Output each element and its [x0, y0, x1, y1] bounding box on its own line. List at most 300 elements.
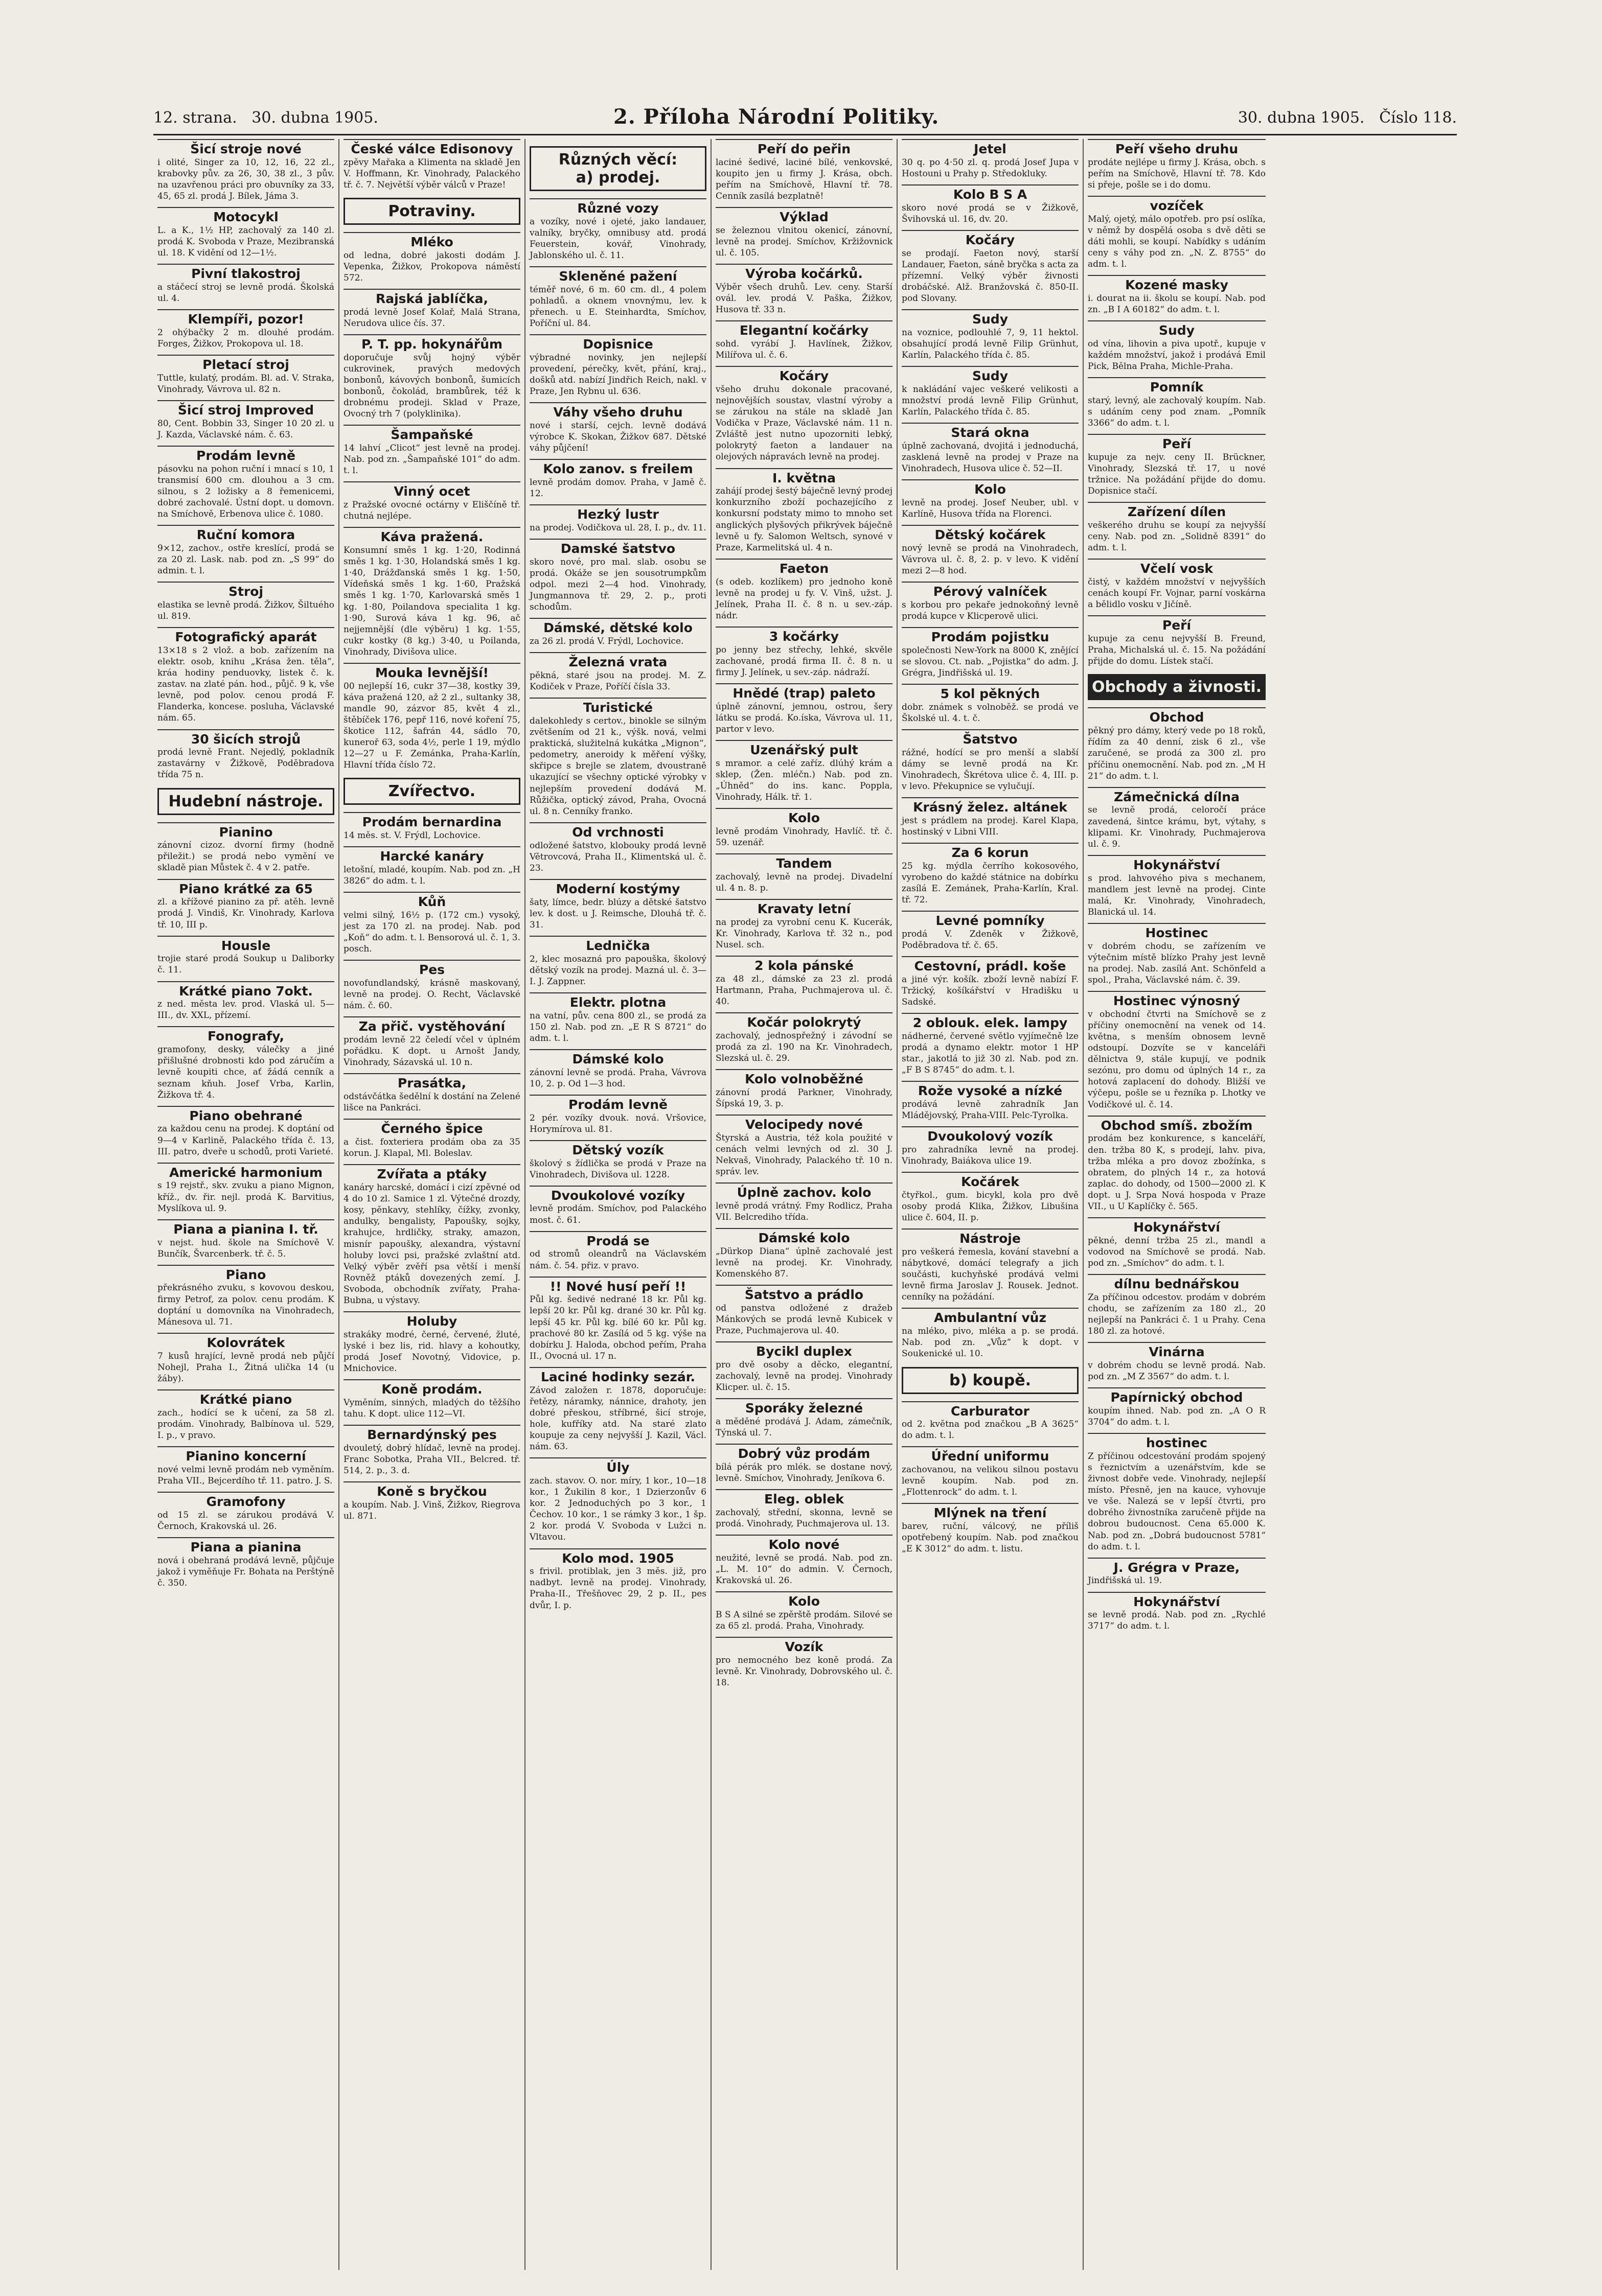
ad-body: společnosti New-York na 8000 K, znějící se slovou. Ct. nab. „Pojistka“ do adm. J. Grégra, Jindřišská ul. 19. [902, 645, 1079, 679]
ad-body: 2, klec mosazná pro papouška, školový dětský vozík na prodej. Mazná ul. č. 3—I. J. Zappner. [530, 954, 706, 987]
ad-body: čtyřkol., gum. bicykl, kola pro dvě osoby prodá Klika, Žižkov, Libušina ulice č. 604, II. p. [902, 1190, 1079, 1223]
classified-ad [1088, 434, 1266, 497]
ad-title: Zařízení dílen [1088, 502, 1266, 520]
ad-body: prodá levně Frant. Nejedlý, pokladník zastavárny v Žižkově, Poděbradova třída 75 n. [157, 747, 334, 780]
classified-ad [344, 289, 520, 329]
ad-body: Z příčinou odcestování prodám spojený s řeznictvím a uzenářstvím, kde se živnost dobře vede. Vinohrady, nejlepší místo. Přesně, jen na kauce, vyhovuje ve vše. Nalezá se v lepší čtvrti, pro dobrého živnostníka zaručeně přijde na dobrou budoucnost. Cena 65.000 K. Nab. pod zn. „Dobrá budoucnost 5781“ do adm. t. l. [1088, 1451, 1266, 1552]
ad-title: Fotografický aparát [157, 627, 334, 645]
ad-body: velmi silný, 16½ p. (172 cm.) vysoký, jest za 170 zl. na prodej. Nab. pod „Koň“ do adm. t. l. Bensorová ul. č. 1, 3. posch. [344, 910, 521, 955]
classified-ad [530, 504, 706, 534]
ad-title: Od vrchnosti [530, 822, 706, 840]
section-heading-obchody: Obchody a živnosti. [1088, 674, 1266, 700]
ad-body: pro veškerá řemesla, kování stavební a nábytkové, domácí telegrafy a jich součásti, kuchyňské prodává velmi levně firma Jaroslav J. Rousek. Jednot. cenníky na požádání. [902, 1247, 1079, 1303]
ad-body: k nakládání vajec veškeré velikosti a množství prodá levně Filip Grünhut, Karlín, Palackého třída č. 85. [902, 384, 1079, 418]
ad-title: Dětský kočárek [902, 525, 1079, 543]
ad-body: a jiné výr. košík. zboží levně nabízí F. Tržický, košíkářství v Hradišku u Sadské. [902, 974, 1079, 1008]
ad-title: !! Nové husí peří !! [530, 1277, 706, 1294]
ad-title: Hostinec [1088, 923, 1266, 941]
ad-title: Vinárna [1088, 1342, 1266, 1360]
classified-ad [716, 139, 892, 202]
ad-title: Kůň [344, 892, 520, 910]
ad-body: L. a K., 1½ HP, zachovalý za 140 zl. prodá K. Svoboda v Praze, Mezibranská ul. 18. K vidění od 12—1½. [157, 225, 334, 259]
ad-title: Dobrý vůz prodám [716, 1444, 892, 1462]
classified-ad [1088, 139, 1266, 191]
ad-body: pro dvě osoby a děcko, elegantní, zachovalý, levně na prodej. Vinohrady Klicper. ul. č. 15. [716, 1359, 892, 1393]
classified-ad [530, 992, 706, 1044]
classified-ad [157, 525, 334, 576]
ad-body: od vína, lihovin a piva upotř., kupuje v každém množství, jakož i prodává Emil Pick, Bělna Praha, Michle-Praha. [1088, 338, 1266, 372]
classified-ad [344, 527, 520, 658]
ad-title: Turistické [530, 698, 706, 715]
ad-body: v dobrém chodu, se zařízením ve výtečnim místě blízko Prahy jest levně na prodej. Nab. zasílá Ant. Schönfeld a spol., Praha, Václavské nám. č. 39. [1088, 941, 1266, 985]
ad-title: Bycikl duplex [716, 1341, 892, 1359]
column-5 [898, 139, 1084, 2270]
ad-title: Kolo [716, 1591, 892, 1609]
page-header [153, 105, 1457, 135]
ad-body: školový s žídlička se prodá v Praze na Vinohradech, Divišova ul. 1228. [530, 1158, 706, 1180]
ad-body: úplně zachovaná, dvojitá i jednoduchá, zasklená levně na prodej v Praze na Vinohradech, Husova ulice č. 52—II. [902, 440, 1079, 474]
classified-ad [716, 1115, 892, 1177]
ad-body: dobr. známek s volnoběž. se prodá ve Školské ul. 4. t. č. [902, 702, 1079, 724]
classified-ad [902, 1503, 1079, 1555]
ad-title: Prodám pojistku [902, 627, 1079, 645]
ad-title: Peří [1088, 615, 1266, 633]
ad-title: Rože vysoké a nízké [902, 1081, 1079, 1099]
ad-body: šaty, límce, bedr. blúzy a dětské šatstvo lev. k dost. u J. Reimsche, Dlouhá tř. č. 31. [530, 897, 706, 930]
ad-body: i. dourat na ii. školu se koupí. Nab. pod zn. „B I A 60182“ do adm. t. l. [1088, 293, 1266, 315]
ad-title: Laciné hodinky sezár. [530, 1367, 706, 1385]
classified-ad [157, 822, 334, 874]
classified-ad [1088, 377, 1266, 429]
classified-ad [530, 198, 706, 261]
classified-ad [157, 1333, 334, 1384]
ad-title: Peří do peřin [716, 139, 892, 157]
ad-title: Krásný želez. altánek [902, 797, 1079, 815]
ad-body: odstávčátka šedělní k dostání na Zelené lišce na Pankráci. [344, 1092, 520, 1114]
classified-ad [344, 1311, 520, 1374]
classified-ad [344, 139, 520, 191]
classified-ad [902, 1308, 1079, 1359]
classified-ad [1088, 1387, 1266, 1428]
ad-body: veškerého druhu se koupí za nejvyšší ceny. Nab. pod zn. „Solidně 8391“ do adm. t. l. [1088, 520, 1266, 553]
ad-title: P. T. pp. hokynářům [344, 334, 520, 352]
classified-ad [902, 1126, 1079, 1167]
classified-ad [344, 1425, 520, 1476]
ad-body: i olité, Singer za 10, 12, 16, 22 zl., krabovky pův. za 26, 30, 38 zl., 3 pův. na uzavřenou práci pro obuvníky za 33, 45, 65 zl. prodá J. Bílek, Jáma 3. [157, 157, 334, 202]
classified-ad [530, 1277, 706, 1362]
classified-ad [902, 911, 1079, 951]
ad-body: z ned. města lev. prod. Vlaská ul. 5—III., dv. XXL, přízemí. [157, 999, 334, 1021]
ad-body: Půl kg. šedivé nedrané 18 kr. Půl kg. lepší 20 kr. Půl kg. drané 30 kr. Půl kg. lepší 45 kr. Půl kg. bílé 60 kr. Půl kg. prachové 80 kr. Zasílá od 5 kg. výše na dobírku J. Haloda, obchod peřím, Praha II., Ovocná ul. 17 n. [530, 1294, 706, 1361]
ad-body: neužité, levně se prodá. Nab. pod zn. „L. M. 10“ do admin. V. Černoch, Krakovská ul. 26. [716, 1552, 892, 1586]
classified-ad [157, 1446, 334, 1487]
classified-ad [716, 1535, 892, 1586]
classified-ad [157, 729, 334, 781]
ad-title: Pérový valníček [902, 582, 1079, 599]
classified-ad [344, 1016, 520, 1068]
ad-title: Kočáry [902, 230, 1079, 248]
ad-title: Velocipedy nové [716, 1115, 892, 1132]
ad-title: Tandem [716, 853, 892, 871]
ad-body: po jenny bez střechy, lehké, skvěle zachované, prodá firma II. č. 8 n. u firmy J. Jelínek, u sev.-záp. nádraží. [716, 644, 892, 678]
ad-body: prodá levně Josef Kolař, Malá Strana, Nerudova ulice čís. 37. [344, 307, 520, 329]
ad-title: Lednička [530, 936, 706, 954]
classified-ad [344, 846, 520, 887]
ad-title: Nástroje [902, 1228, 1079, 1246]
ad-title: Kolovrátek [157, 1333, 334, 1351]
classified-ad [530, 402, 706, 454]
ad-body: nový levně se prodá na Vinohradech, Vávrova ul. č. 8, 2. p. v levo. K vidění mezi 2—8 hod. [902, 543, 1079, 576]
classified-ad [716, 207, 892, 259]
ad-title: Stroj [157, 582, 334, 599]
ad-body: zachovalý, jednospřežný i závodní se prodá za zl. 190 na Kr. Vinohradech, Slezská ul. č. 29. [716, 1030, 892, 1064]
ad-body: výbradné novinky, jen nejlepší provedení, pérečky, květ, přání, kraj., došků atd. nabízí Jindřich Reich, nakl. v Praze, Jen Rybnu ul. 636. [530, 353, 706, 397]
ad-body: prodává levně zahradník Jan Mládějovský, Praha-VIII. Pelc-Tyrolka. [902, 1099, 1079, 1121]
ad-title: Pianino koncerní [157, 1446, 334, 1464]
ad-body: pro zahradníka levně na prodej. Vinohrady, Baiákova ulice 19. [902, 1145, 1079, 1167]
ad-title: Stará okna [902, 423, 1079, 440]
classified-ad [157, 1537, 334, 1589]
ad-body: 00 nejlepší 16, cukr 37—38, kostky 39, káva pražená 120, až 2 zl., sultanky 38, mandle 90, zázvor 85, květ 4 zl., štěbíček 176, pepř 116, nové koření 75, škotice 112, šafrán 44, sádlo 70, kuneroř 63, soda 4½, perle 1 19, mýdlo 12—27 u F. Zemánka, Praha-Karlín, Hlavní třída číslo 72. [344, 681, 520, 771]
ad-title: Zvířata a ptáky [344, 1164, 520, 1182]
classified-ad [902, 582, 1079, 622]
ad-body: úplně zánovní, jemnou, ostrou, šery látku se prodá. Ko.íska, Vávrova ul. 11, partor v levo. [716, 701, 892, 734]
classified-ad [157, 1106, 334, 1157]
classified-ad [530, 1457, 706, 1543]
ad-title: Koně s bryčkou [344, 1481, 520, 1499]
classified-ad [902, 184, 1079, 225]
ad-title: Piana a pianina I. tř. [157, 1219, 334, 1237]
section-heading-koupe: b) koupě. [902, 1367, 1079, 1394]
classified-ad [157, 1389, 334, 1441]
ad-title: Skleněné pažení [530, 266, 706, 284]
ad-body: a koupím. Nab. J. Vinš, Žižkov, Riegrova ul. 871. [344, 1499, 520, 1522]
classified-ad [902, 1401, 1079, 1442]
classified-ad [716, 683, 892, 735]
ad-title: 2 kola pánské [716, 956, 892, 973]
ad-title: Piano [157, 1265, 334, 1283]
ad-title: Kolo volnoběžné [716, 1069, 892, 1087]
ad-body: překrásného zvuku, s kovovou deskou, firmy Petrof, za polov. cenu prodám. K doptání u domovníka na Vinohradech, Mánesova ul. 71. [157, 1283, 334, 1327]
classified-ad [1088, 1558, 1266, 1587]
classified-ad [902, 1446, 1079, 1498]
ad-body: za každou cenu na prodej. K doptání od 9—4 v Karlině, Palackého třída č. 13, III. patro, dveře u schodů, proti Varieté. [157, 1124, 334, 1157]
classified-ad [716, 853, 892, 894]
section-heading-ruzne [530, 146, 706, 191]
ad-title: 3 kočárky [716, 627, 892, 644]
classified-ad [716, 1182, 892, 1223]
ad-title: Šicí stroj Improved [157, 400, 334, 418]
ad-title: Úplně zachov. kolo [716, 1182, 892, 1200]
ad-body: se prodají. Faeton nový, starší Landauer, Faeton, sáně bryčka s acta za přízemní. Velký výběr živnosti drobáčské. Alž. Branžovská č. 850-II. pod Slovany. [902, 248, 1079, 304]
issue-number: Číslo 118. [1379, 109, 1457, 127]
ad-title: Kolo zanov. s freilem [530, 459, 706, 477]
ad-body: pásovku na pohon ruční i mnací s 10, 1 transmisí 600 cm. dlouhou a 3 cm. silnou, s 2 ložisky a 8 řemenicemi, dobré zachovalé. Ústní dopt. u domovn. na Smíchově, Erbenova ulice č. 1080. [157, 463, 334, 520]
ad-title: Krátké piano 7okt. [157, 981, 334, 999]
classified-ad [344, 1164, 520, 1306]
ad-body: zachovalý, střední, skonna, levně se prodá. Vinohrady, Puchmajerova ul. 13. [716, 1507, 892, 1529]
classified-ad [902, 230, 1079, 304]
ad-body: Jindřišská ul. 19. [1088, 1575, 1162, 1586]
column-3 [525, 139, 712, 2270]
ad-title: J. Grégra v Praze, [1088, 1558, 1266, 1575]
classified-ad [902, 956, 1079, 1008]
ad-title: Prodá se [530, 1231, 706, 1249]
ad-title: Hezký lustr [530, 504, 706, 522]
ad-body: levně prodám domov. Praha, v Jamě č. 12. [530, 477, 706, 499]
ad-body: na vatní, pův. cena 800 zl., se prodá za 150 zl. Nab. pod zn. „E R S 8721“ do adm. t. l. [530, 1010, 706, 1043]
ad-title: Motocykl [157, 207, 334, 225]
ad-title: Dětský vozík [530, 1140, 706, 1158]
ad-title: Prodám levně [157, 446, 334, 463]
classified-ad [344, 232, 520, 284]
ad-title: Klempíři, pozor! [157, 309, 334, 327]
ad-body: od stromů oleandrů na Václavském nám. č. 54. přiz. v pravo. [530, 1249, 706, 1271]
ad-title: Prodám bernardina [344, 812, 520, 830]
classified-ad [1088, 1217, 1266, 1269]
ad-body: kanáry harcské, domácí i cizí zpěvné od 4 do 10 zl. Samice 1 zl. Výtečné drozdy, kosy, pěnkavy, stehlíky, čížky, zvonky, andulky, bengalisty, Papoušky, sojky, krahujce, hrdličky, straky, amazon, misnír papoušky, alexandra, výstavní holuby lovci psi, pražské zvlaštní atd. Velký výběr zvěří psa větší i menší Rovněž ptáků dovezených zemí. J. Svoboda, obchodník zvířaty, Praha-Bubna, u výstavy. [344, 1182, 520, 1306]
ad-title: Šatstvo a prádlo [716, 1285, 892, 1303]
classified-ad [716, 320, 892, 361]
ad-body: na prodej za vyrobní cenu K. Kucerák, Kr. Vinohrady, Karlova tř. 32 n., pod Nusel. sch. [716, 917, 892, 950]
classified-ad [716, 559, 892, 621]
classified-ad [902, 797, 1079, 838]
classified-ad [530, 822, 706, 874]
classified-ad [157, 1265, 334, 1328]
classified-ad [716, 264, 892, 315]
ad-body: kupuje za nejv. ceny II. Brückner, Vinohrady, Slezská tř. 17, u nové tržnice. Na požádání přijde do domu. Dopisnice stačí. [1088, 452, 1266, 497]
ad-title: Rajská jablíčka, [344, 289, 520, 307]
classified-ad [1088, 923, 1266, 986]
ad-title: Kolo mod. 1905 [530, 1548, 706, 1566]
ad-title: Carburator [902, 1401, 1079, 1419]
ad-title: Prasátka, [344, 1073, 520, 1091]
ad-body: bílá pérák pro mlék. se dostane nový, levně. Smíchov, Vinohrady, Jeníkova 6. [716, 1462, 892, 1483]
ad-title: Housle [157, 936, 334, 954]
ad-body: v dobrém chodu se levně prodá. Nab. pod zn. „M Z 3567“ do adm. t. l. [1088, 1360, 1266, 1382]
ad-body: barev, ruční, válcový, ne příliš opotřebený koupím. Nab. pod značkou „E K 3012“ do adm. t. listu. [902, 1521, 1079, 1555]
ad-title: Piano krátké za 65 [157, 879, 334, 897]
classified-ad [157, 1219, 334, 1260]
ad-title: Pomník [1088, 377, 1266, 395]
ad-title: 30 šicích strojů [157, 729, 334, 747]
classified-ad [716, 1285, 892, 1336]
ad-body: v nejst. hud. škole na Smíchově V. Bunčík, Švarcenberk. tř. č. 5. [157, 1237, 334, 1259]
classified-ad [157, 139, 334, 202]
classified-ad [157, 264, 334, 304]
ad-title: Ambulantní vůz [902, 1308, 1079, 1326]
ad-title: Sudy [902, 309, 1079, 327]
ad-title: Za 6 korun [902, 843, 1079, 861]
classified-ad [530, 266, 706, 329]
ad-body: na mléko, pivo, mléka a p. se prodá. Nab. pod zn. „Vůz“ k dopt. v Soukenické ul. 10. [902, 1326, 1079, 1359]
classified-ad [716, 1398, 892, 1439]
ad-body: na voznice, podlouhlé 7, 9, 11 hektol. obsahující prodá levně Filip Grünhut, Karlín, Palackého třída č. 85. [902, 327, 1079, 361]
classified-ad [157, 936, 334, 976]
classified-ad [1088, 1592, 1266, 1632]
ad-body: z Pražské ovocné octárny v Eliščíně tř. chutná nejlépe. [344, 500, 520, 522]
classified-ad [157, 309, 334, 350]
ad-body: 14 lahví „Clicot“ jest levně na prodej. Nab. pod zn. „Šampaňské 101“ do adm. t. l. [344, 443, 520, 476]
ad-title: Vozík [716, 1637, 892, 1655]
classified-ad [1088, 559, 1266, 610]
ad-title: Pivní tlakostroj [157, 264, 334, 282]
ad-body: rážné, hodící se pro menší a slabší dámy se levně prodá na Kr. Vinohradech, Škrétova ulice č. 4, III. p. v levo. Překupnice se vylučují. [902, 747, 1079, 792]
classified-ad [344, 1481, 520, 1522]
ad-body: od ledna, dobré jakosti dodám J. Vepenka, Žižkov, Prokopova náměstí 572. [344, 250, 520, 283]
ad-body: čistý, v každém množství v nejvyšších cenách koupí Fr. Vojnar, parní voskárna a bělidlo vosku v Jičíně. [1088, 577, 1266, 610]
classified-ad [716, 808, 892, 848]
ad-title: Úřední uniformu [902, 1446, 1079, 1464]
classified-ad [716, 1637, 892, 1688]
ad-body: 25 kg. mýdla čerrího kokosového, vyrobeno do každé státnice na dobírku zasílá E. Zemánek, Praha-Karlín, Kral. tř. 72. [902, 861, 1079, 906]
ad-body: prodám levně 22 čeledí včel v úplném pořádku. K dopt. u Arnošt Jandy, Vinohrady, Sázavská ul. 10 n. [344, 1035, 520, 1068]
ad-body: strakáky modré, černé, červené, žluté, lyské i bez lis, rid. hlavy a kohoutky, prodá Josef Novotný, Vidovice, p. Mnichovice. [344, 1329, 520, 1374]
ad-body: s 19 rejstř., skv. zvuku a piano Mignon, kříž., dv. řir. nejl. prodá K. Barvitius, Myslíkova ul. 9. [157, 1180, 334, 1214]
classified-ad [530, 879, 706, 931]
ad-title: Eleg. oblek [716, 1489, 892, 1507]
classified-ad [716, 956, 892, 1007]
ad-body: doporučuje svůj hojný výběr cukrovinek, pravých medových bonbonů, kávových bonbonů, šumicích bonbonů, čokolád, brambůrek, též k drobnému prodeji. Sklad v Praze, Ovocný trh 7 (polyklinika). [344, 352, 520, 420]
ad-body: levně prodám Vinohrady, Havlíč. tř. č. 59. uzenář. [716, 826, 892, 848]
ad-body: 80, Cent. Bobbin 33, Singer 10 20 zl. u J. Kazda, Václavské nám. č. 63. [157, 418, 334, 440]
ad-body: Konsumní směs 1 kg. 1·20, Rodinná směs 1 kg. 1·30, Holandská směs 1 kg. 1·40, Drážďanská směs 1 kg. 1·50, Vídeňská směs 1 kg. 1·60, Pražská směs 1 kg. 1·70, Karlovarská směs 1 kg. 1·80, Poilandova specialita 1 kg. 1·90, Surová káva 1 kg. 96, ač nejjemnější (dle výběru) 1 kg. 1·55, cukr kostky (8 kg.) 3·40, u Poilanda, Vinohrady, Divišova ulice. [344, 545, 520, 657]
ad-body: s prod. lahvového piva s mechanem, mandlem jest levně na prodej. Cinte malá, Kr. Vinohrady, Vinohradech, Blanická ul. 14. [1088, 873, 1266, 917]
ad-body: 14 měs. st. V. Frýdl, Lochovice. [344, 830, 481, 841]
ad-body: nová i obehraná prodává levně, půjčuje jakož i vyměňuje Fr. Bohata na Perštýně č. 350. [157, 1555, 334, 1588]
ad-title: Elegantní kočárky [716, 320, 892, 338]
ad-title: Dámské kolo [716, 1228, 892, 1246]
ad-title: Váhy všeho druhu [530, 402, 706, 420]
ad-title: Pianino [157, 822, 334, 840]
ad-title: Faeton [716, 559, 892, 576]
ad-body: 9×12, zachov., ostře kreslící, prodá se za 20 zl. Lask. nab. pod zn. „S 99“ do admin. t. l. [157, 543, 334, 576]
ad-body: zach. stavov. O. nor. míry, 1 kor., 10—18 kor., 1 Žukilin 8 kor., 1 Dzierzonův 6 kor. 2 Jednoduchých po 3 kor., 1 Čechov. 10 kor., 1 se rámky 3 kor., 1 šp. 2 kor. prodá V. Svoboda v Lužci n. Vltavou. [530, 1475, 706, 1543]
page-number: 12. strana. [153, 109, 237, 127]
ad-body: se železnou vlnitou okenicí, zánovní, levně na prodej. Smíchov, Kržižovnick ul. č. 105. [716, 225, 892, 259]
ad-body: letošní, mladé, koupím. Nab. pod zn. „H 3826“ do adm. t. l. [344, 865, 520, 887]
classified-ad [716, 1228, 892, 1280]
ad-title: I. května [716, 468, 892, 486]
ad-body: jest s prádlem na prodej. Karel Klapa, hostinský v Libni VIII. [902, 815, 1079, 838]
classified-ad [902, 309, 1079, 361]
ad-body: a čist. foxteriera prodám oba za 35 korun. J. Klapal, Ml. Boleslav. [344, 1137, 520, 1159]
ad-body: od 2. května pod značkou „B A 3625“ do adm. t. l. [902, 1419, 1079, 1441]
ad-title: hostinec [1088, 1433, 1266, 1451]
ad-body: levně na prodej. Josef Neuber, ubl. v Karlíně, Husova třída na Florenci. [902, 497, 1079, 520]
ad-body: zachovanou, na velikou silnou postavu levně koupím. Nab. pod zn. „Flottenrock“ do adm. t. l. [902, 1465, 1079, 1498]
ad-title: Koně prodám. [344, 1379, 520, 1397]
header-date-right: 30. dubna 1905. [1238, 109, 1365, 127]
ad-body: zpěvy Mařaka a Klimenta na skladě Jen V. Hoffmann, Kr. Vinohrady, Palackého tř. č. 7. Největší výběr válců v Praze! [344, 157, 520, 190]
ad-title: Pletací stroj [157, 355, 334, 373]
classified-ad [157, 207, 334, 259]
ad-title: Dvoukolový vozík [902, 1126, 1079, 1144]
ad-title: Elektr. plotna [530, 992, 706, 1010]
ad-title: Vinný ocet [344, 481, 520, 499]
ad-title: Bernardýnský pes [344, 1425, 520, 1443]
ad-title: Uzenářský pult [716, 740, 892, 758]
classified-ad [1088, 787, 1266, 850]
ad-body: a měděné prodává J. Adam, zámečník, Týnská ul. 7. [716, 1416, 892, 1439]
ad-title: Kolo [716, 808, 892, 826]
ad-body: trojie staré prodá Soukup u Daliborky č. 11. [157, 954, 334, 976]
classified-ad [716, 899, 892, 950]
classified-ad [716, 627, 892, 678]
ad-title: Šatstvo [902, 729, 1079, 747]
ad-body: pěkná, staré jsou na prodej. M. Z. Kodiček v Praze, Poříčí čísla 33. [530, 670, 706, 692]
classified-ad [344, 481, 520, 522]
ad-body: Štyrská a Austria, též kola použité v cenách velmi levných od zl. 30 J. Nekvaš, Vinohrady, Palackého tř. 10 n. správ. lev. [716, 1132, 892, 1177]
classified-ad [716, 468, 892, 553]
ad-body: Za příčinou odcestov. prodám v dobrém chodu, se zařízením za 180 zl., 20 nejlepší na Pankráci č. 1 u Prahy. Cena 180 zl. za hotové. [1088, 1292, 1266, 1337]
ad-title: Včelí vosk [1088, 559, 1266, 576]
ad-title: Piana a pianina [157, 1537, 334, 1555]
ad-title: Sudy [1088, 320, 1266, 338]
section-heading-zvirectvo: Zvířectvo. [344, 778, 520, 805]
ad-body: (s odeb. kozlíkem) pro jednoho koně levně na prodej u fy. V. Vinš, užst. J. Jelínek, Praha II. č. 8 n. u sev.-záp. nádr. [716, 576, 892, 621]
ad-body: Závod založen r. 1878, doporučuje: řetězy, náramky, nánnice, drahoty, jen dobré přeskou, stříbrné, šicí stroje, hole, kufříky atd. Na staré zlato koupuje za ceny nejvyšší J. Kazil, Václ. nám. 63. [530, 1385, 706, 1452]
classified-ad [344, 892, 520, 955]
classified-ad [902, 627, 1079, 679]
ad-title: Dámské, dětské kolo [530, 618, 706, 636]
classified-ad [344, 425, 520, 476]
classified-ad [716, 740, 892, 803]
ad-body: zachovalý, levně na prodej. Divadelní ul. 4 n. 8. p. [716, 871, 892, 893]
ad-body: skoro nové, pro mal. slab. osobu se prodá. Okáže se jen sousotrumpkům odpol. mezi 2—4 hod. Vinohrady, Jungmannova tř. 29, 2. p., proti schodům. [530, 556, 706, 613]
ad-title: České válce Edisonovy [344, 139, 520, 157]
ad-body: a stáčecí stroj se levně prodá. Školská ul. 4. [157, 282, 334, 304]
ad-title: Kozené masky [1088, 275, 1266, 293]
header-rule [153, 134, 1457, 135]
ad-title: Holuby [344, 1311, 520, 1329]
ad-title: Kolo [902, 479, 1079, 497]
classified-ad [902, 843, 1079, 906]
ad-title: Za přič. vystěhování [344, 1016, 520, 1034]
classified-ad [902, 729, 1079, 792]
ad-title: Peří [1088, 434, 1266, 452]
ad-title: Hnědé (trap) paleto [716, 683, 892, 701]
column-1 [153, 139, 339, 2270]
ad-body: 2 pér. vozíky dvouk. nová. Vršovice, Horymírova ul. 81. [530, 1112, 706, 1134]
ad-body: Malý, ojetý, málo opotřeb. pro psí oslíka, v němž by dospělá osoba s dvě děti se dáti mohli, se koupí. Nabídky s udáním ceny s váhy pod zn. „N. Z. 8755“ do adm. t. l. [1088, 214, 1266, 270]
ad-title: Výklad [716, 207, 892, 225]
header-left [153, 109, 378, 127]
classified-ad [530, 698, 706, 817]
ad-title: dílnu bednářskou [1088, 1274, 1266, 1292]
classified-ad [157, 400, 334, 440]
ad-body: od panstva odložené z dražeb Mánkových se prodá levně Kubicek v Praze, Puchmajerova ul. 40. [716, 1303, 892, 1336]
ad-body: všeho druhu dokonale pracované, nejnovějších soustav, vlastní výroby a se zárukou na stále na skladě Jan Vodička v Praze, Václavské nám. 11 n. Zvláště jest nutno upozorniti lebký, polokrytý faeton a landauer na olejových nápravách levně na prodej. [716, 384, 892, 462]
classified-ad [1088, 1433, 1266, 1552]
classified-ad [716, 366, 892, 462]
classified-ad [157, 1163, 334, 1214]
header-right [1238, 109, 1457, 127]
ad-title: Šampaňské [344, 425, 520, 443]
ad-body: levně prodá vrátný. Fmy Rodlicz, Praha VII. Belcrediho třída. [716, 1200, 892, 1223]
ad-body: novofundlandský, krásně maskovaný, levně na prodej. O. Recht, Václavské nám. č. 60. [344, 978, 520, 1011]
classified-ad [716, 1489, 892, 1529]
classified-ad [530, 936, 706, 987]
ad-title: Kolo B S A [902, 184, 1079, 202]
ad-body: na prodej. Vodičkova ul. 28, I. p., dv. 11. [530, 523, 706, 534]
ad-body: B S A silné se zpěrště prodám. Silové se za 65 zl. prodá. Praha, Vinohrady. [716, 1609, 892, 1631]
ad-title: Hostinec výnosný [1088, 991, 1266, 1009]
classified-ad [530, 1367, 706, 1452]
ad-body: pěkné, denní tržba 25 zl., mandl a vodovod na Smíchově se prodá. Nab. pod zn. „Smíchov“ do adm. t. l. [1088, 1235, 1266, 1268]
classified-ad [1088, 991, 1266, 1110]
column-4 [712, 139, 898, 2270]
